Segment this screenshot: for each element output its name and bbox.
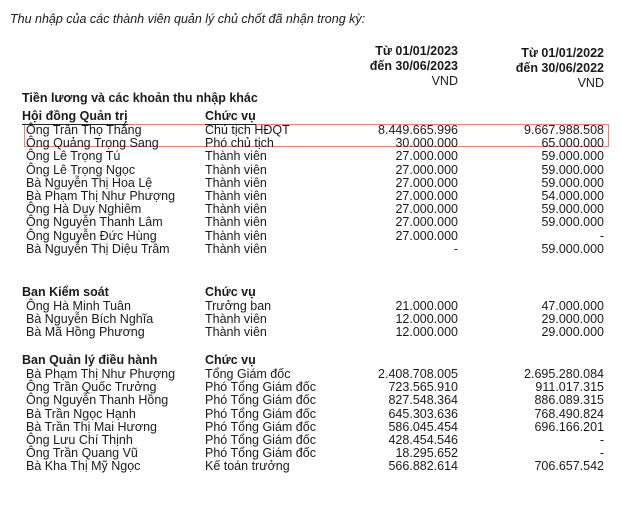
value-2023: 566.882.614 [388,459,458,474]
value-2022: 59.000.000 [541,162,604,177]
member-name: Bà Phạm Thị Như Phượng [26,188,176,203]
value-2022: 59.000.000 [541,241,604,256]
member-position: Phó Tổng Giám đốc [205,406,316,421]
member-position: Phó Tổng Giám đốc [205,380,316,395]
intro-text: Thu nhập của các thành viên quản lý chủ chốt đã nhận trong kỳ: [10,12,366,26]
value-2023: 27.000.000 [395,175,458,190]
board-title: Hội đồng Quản trị [22,109,128,123]
member-name: Ông Lê Trọng Tú [26,149,121,164]
value-2023: 12.000.000 [395,312,458,327]
member-name: Ông Lê Trọng Ngọc [26,162,136,177]
value-2022: - [599,446,604,461]
management-title: Ban Quản lý điều hành [22,353,158,367]
board-section [0,108,621,256]
member-position: Thành viên [205,162,267,177]
value-2022: 768.490.824 [534,406,604,421]
supervisory-section [0,284,621,340]
management-rows [0,368,621,474]
member-name: Bà Mã Hồng Phương [26,325,145,340]
table-row [0,326,621,339]
period2-line1: Từ 01/01/2022 [521,46,604,60]
member-position: Tổng Giám đốc [205,367,291,381]
table-row [0,421,621,434]
member-name: Bà Phạm Thị Như Phượng [26,367,176,381]
value-2023: 827.548.364 [388,393,458,408]
member-name: Bà Nguyễn Thị Hoa Lệ [26,175,153,190]
table-row [0,230,621,243]
value-2023: 21.000.000 [395,299,458,313]
table-row [0,394,621,407]
value-2022: 59.000.000 [541,149,604,164]
member-position: Kế toán trưởng [205,459,290,474]
member-position: Thành viên [205,241,267,256]
member-name: Bà Trần Thị Mai Hương [26,419,157,434]
member-name: Ông Hà Minh Tuân [26,299,131,313]
value-2023: 27.000.000 [395,149,458,164]
member-name: Ông Lưu Chí Thịnh [26,432,133,447]
section-title: Tiền lương và các khoản thu nhập khác [22,91,258,105]
value-2023: 27.000.000 [395,228,458,243]
board-header-row [0,108,621,124]
member-position: Thành viên [205,188,267,203]
value-2023: 723.565.910 [388,380,458,395]
member-name: Bà Kha Thị Mỹ Ngọc [26,459,141,474]
value-2022: 2.695.280.084 [524,367,604,381]
member-position: Chủ tịch HĐQT [205,123,290,137]
value-2023: 27.000.000 [395,162,458,177]
value-2022: - [599,432,604,447]
value-2022: - [599,228,604,243]
member-name: Ông Nguyễn Thanh Hồng [26,393,169,408]
table-row [0,164,621,177]
member-position: Thành viên [205,325,267,340]
member-position: Thành viên [205,215,267,230]
supervisory-position-header: Chức vụ [205,285,256,299]
period2-line2: đến 30/06/2022 [515,61,604,75]
period2-unit: VND [577,76,604,90]
member-name: Ông Quảng Trọng Sang [26,136,159,151]
member-position: Phó Tổng Giám đốc [205,393,316,408]
value-2022: 696.166.201 [534,419,604,434]
member-position: Phó chủ tịch [205,136,274,151]
supervisory-header-row [0,284,621,300]
value-2022: 59.000.000 [541,215,604,230]
value-2023: 8.449.665.996 [378,123,458,137]
value-2022: 54.000.000 [541,188,604,203]
member-name: Ông Trần Quang Vũ [26,446,138,461]
value-2023: 27.000.000 [395,188,458,203]
value-2022: 706.657.542 [534,459,604,474]
board-rows [0,124,621,256]
management-header-row [0,352,621,368]
column-header-2022 [516,46,604,91]
board-position-header: Chức vụ [205,109,256,123]
value-2023: 428.454.546 [388,432,458,447]
value-2023: 18.295.652 [395,446,458,461]
management-position-header: Chức vụ [205,353,256,367]
value-2022: 886.089.315 [534,393,604,408]
value-2022: 47.000.000 [541,299,604,313]
member-position: Phó Tổng Giám đốc [205,432,316,447]
member-name: Bà Nguyễn Bích Nghĩa [26,312,154,327]
management-section [0,352,621,474]
member-position: Thành viên [205,149,267,164]
value-2023: - [453,241,458,256]
member-name: Bà Trần Ngọc Hạnh [26,406,136,421]
supervisory-rows [0,300,621,340]
value-2023: 586.045.454 [388,419,458,434]
period1-unit: VND [431,74,458,88]
member-name: Ông Nguyễn Thanh Lâm [26,215,163,230]
value-2022: 29.000.000 [541,312,604,327]
value-2022: 9.667.988.508 [524,123,604,137]
table-row [0,460,621,473]
member-name: Ông Nguyễn Đức Hùng [26,228,157,243]
member-name: Ông Hà Duy Nghiêm [26,202,142,217]
value-2023: 2.408.708.005 [378,367,458,381]
member-position: Thành viên [205,312,267,327]
member-position: Thành viên [205,202,267,217]
table-row [0,216,621,229]
period1-line2: đến 30/06/2023 [369,59,458,73]
value-2023: 645.303.636 [388,406,458,421]
table-row [0,408,621,421]
member-position: Thành viên [205,175,267,190]
member-position: Trưởng ban [205,299,272,313]
value-2023: 27.000.000 [395,202,458,217]
period1-line1: Từ 01/01/2023 [375,44,458,58]
value-2022: 59.000.000 [541,175,604,190]
value-2023: 12.000.000 [395,325,458,340]
value-2022: 29.000.000 [541,325,604,340]
value-2022: 59.000.000 [541,202,604,217]
supervisory-title: Ban Kiểm soát [22,285,109,299]
member-position: Thành viên [205,228,267,243]
column-header-2023 [370,44,458,89]
member-name: Bà Nguyễn Thị Diệu Trâm [26,241,170,256]
table-row [0,177,621,190]
value-2022: 911.017.315 [535,380,604,395]
value-2022: 65.000.000 [541,136,604,151]
value-2023: 30.000.000 [395,136,458,151]
table-row [0,243,621,256]
table-row [0,150,621,163]
member-name: Ông Trần Thọ Thắng [26,123,142,137]
member-position: Phó Tổng Giám đốc [205,446,316,461]
value-2023: 27.000.000 [395,215,458,230]
member-name: Ông Trần Quốc Trưởng [26,380,157,395]
member-position: Phó Tổng Giám đốc [205,419,316,434]
